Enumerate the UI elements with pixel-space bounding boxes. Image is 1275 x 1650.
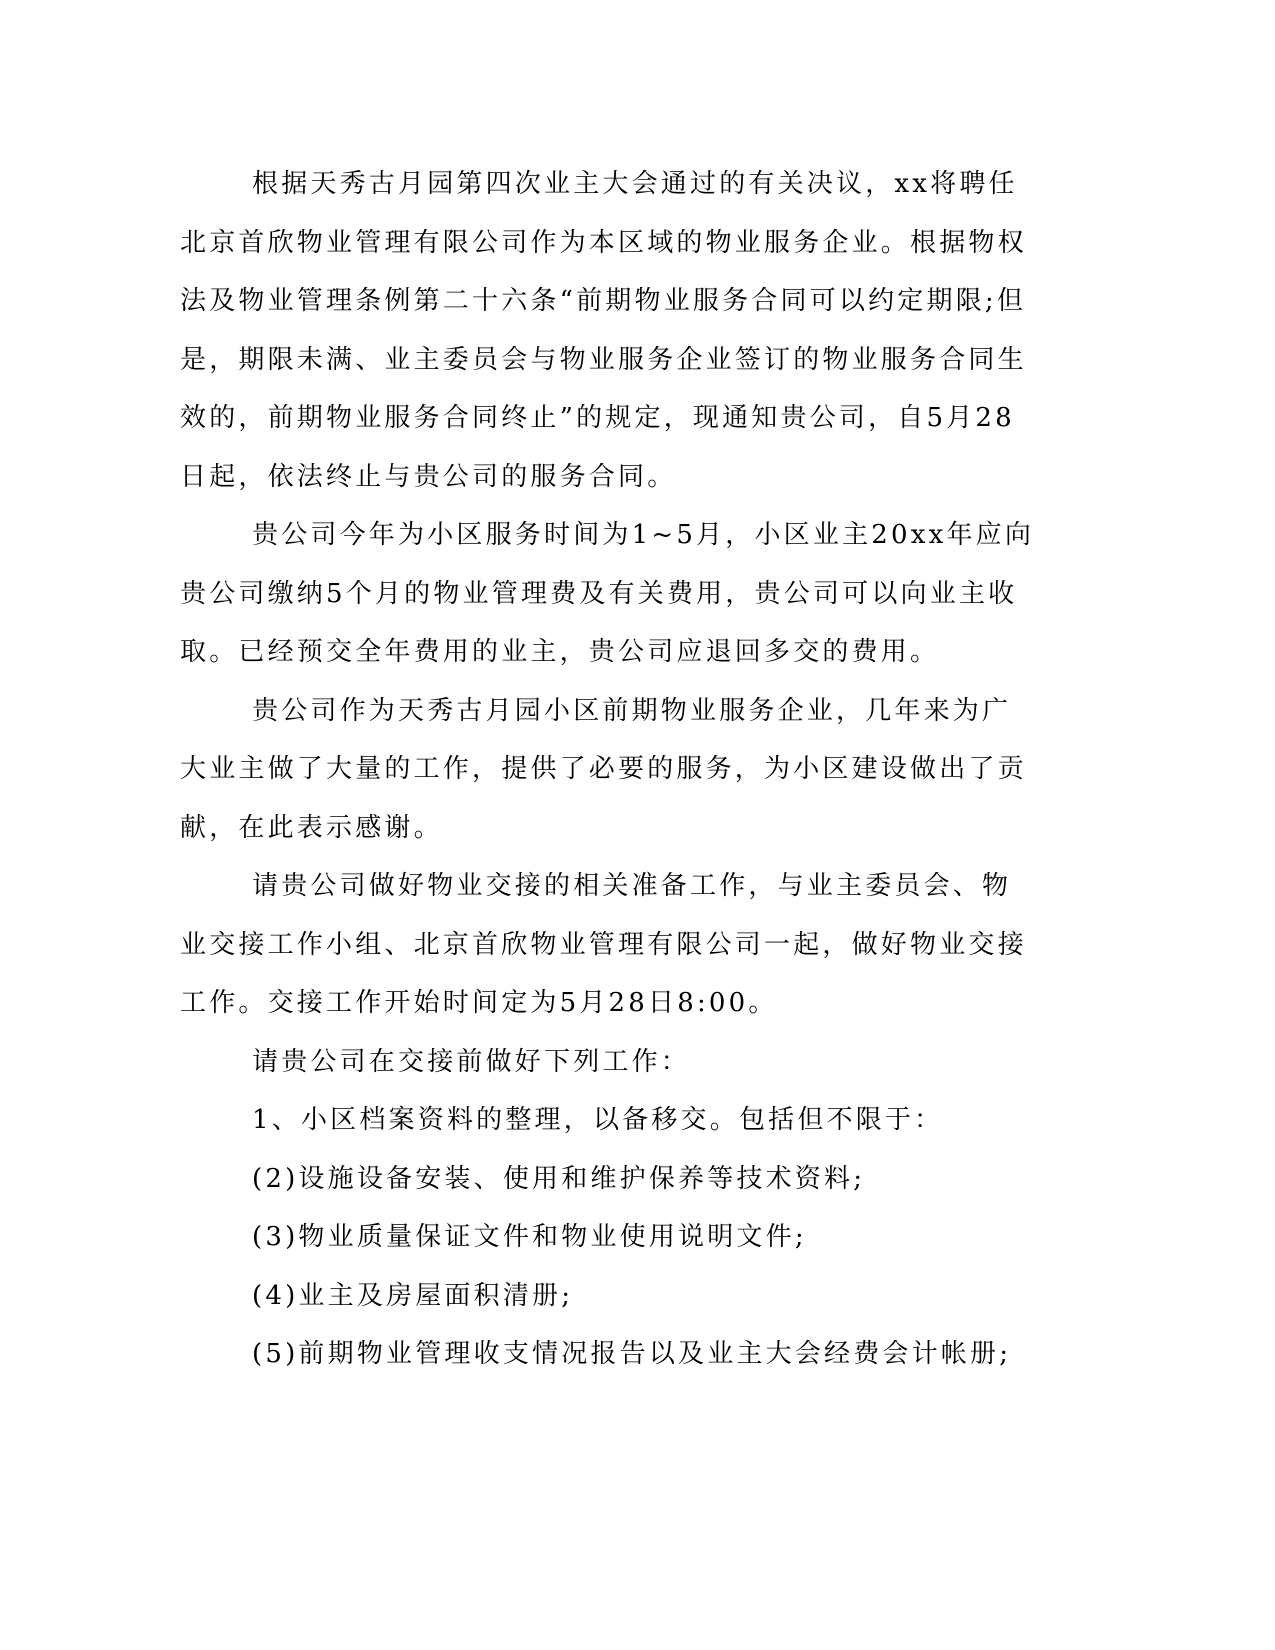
document-page <box>180 155 1040 1384</box>
paragraph-thanks: 贵公司作为天秀古月园小区前期物业服务企业，几年来为广大业主做了大量的工作，提供了必要的服务，为小区建设做出了贡献，在此表示感谢。 <box>180 695 1027 843</box>
list-item: (2)设施设备安装、使用和维护保养等技术资料; <box>252 1163 866 1194</box>
paragraph-service-fees: 贵公司今年为小区服务时间为1~5月，小区业主20xx年应向贵公司缴纳5个月的物业管理费及有关费用，贵公司可以向业主收取。已经预交全年费用的业主，贵公司应退回多交的费用。 <box>180 520 1035 667</box>
list-item: (3)物业质量保证文件和物业使用说明文件; <box>252 1222 807 1252</box>
list-item: 1、小区档案资料的整理，以备移交。包括但不限于： <box>252 1105 944 1135</box>
list-item: (5)前期物业管理收支情况报告以及业主大会经费会计帐册; <box>252 1339 1012 1369</box>
paragraph-handover-preparation: 请贵公司做好物业交接的相关准备工作，与业主委员会、物业交接工作小组、北京首欣物业管理有限公司一起，做好物业交接工作。交接工作开始时间定为5月28日8:00。 <box>180 871 1027 1018</box>
paragraph-tasks-intro: 请贵公司在交接前做好下列工作： <box>252 1046 691 1077</box>
list-item: (4)业主及房屋面积清册; <box>252 1280 574 1311</box>
paragraph-contract-termination: 根据天秀古月园第四次业主大会通过的有关决议，xx将聘任北京首欣物业管理有限公司作为本区域的物业服务企业。根据物权法及物业管理条例第二十六条“前期物业服务合同可以约定期限;但是，期限未满、业主委员会与物业服务企业签订的物业服务合同生效的，前期物业服务合同终止”的规定，现通知贵公司，自5月28日起，依法终止与贵公司的服务合同。 <box>180 169 1027 492</box>
